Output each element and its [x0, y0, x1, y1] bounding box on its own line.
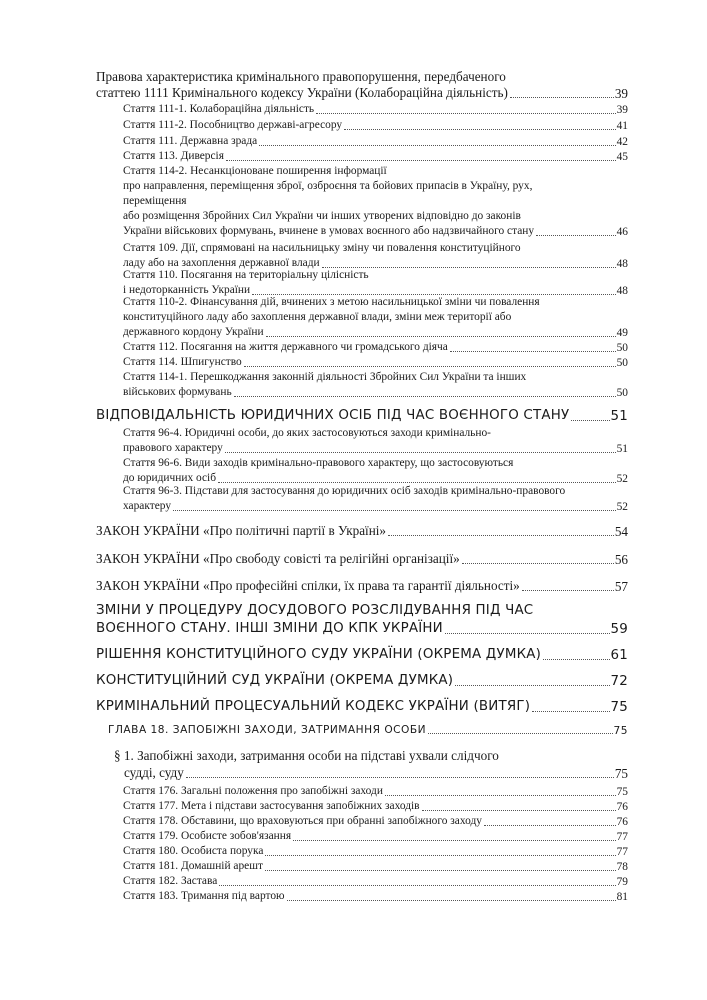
- toc-page-number: 50: [616, 387, 628, 399]
- toc-entry-title-line: Стаття 109. Дії, спрямовані на насильницьку зміну чи повалення конституційного: [123, 242, 521, 254]
- toc-entry-title-line: ладу або на захоплення державної влади: [123, 257, 320, 269]
- toc-entry-title-line: § 1. Запобіжні заходи, затримання особи на підставі ухвали слідчого: [114, 748, 499, 763]
- toc-entry-title-line: РІШЕННЯ КОНСТИТУЦІЙНОГО СУДУ УКРАЇНИ (ОКРЕМА ДУМКА): [96, 647, 542, 662]
- toc-dot-leader: [428, 733, 613, 734]
- toc-page-number: 72: [610, 674, 628, 689]
- toc-page-number: 52: [616, 501, 628, 513]
- toc-entry-title-line: Стаття 178. Обставини, що враховуються при обранні запобіжного заходу: [123, 815, 482, 827]
- toc-entry-title-line: Стаття 111. Державна зрада: [123, 135, 258, 147]
- toc-entry-title-line: ВОЄННОГО СТАНУ. ІНШІ ЗМІНИ ДО КПК УКРАЇНИ: [96, 621, 443, 636]
- toc-page-number: 75: [614, 766, 628, 781]
- toc-dot-leader: [344, 129, 616, 130]
- toc-entry-title-line: ЗАКОН УКРАЇНИ «Про свободу совісті та релігійні організації»: [96, 551, 460, 566]
- toc-dot-leader: [244, 366, 616, 367]
- toc-page-number: 51: [616, 443, 628, 455]
- toc-dot-leader: [252, 294, 616, 295]
- toc-dot-leader: [265, 855, 616, 856]
- toc-dot-leader: [543, 659, 610, 660]
- toc-entry-title-line: і недоторканність України: [123, 284, 251, 296]
- toc-entry-title-line: Стаття 111-2. Пособництво державі-агресору: [123, 119, 343, 131]
- toc-page-number: 50: [616, 342, 628, 354]
- toc-page-number: 51: [610, 409, 628, 424]
- toc-entry-title-line: до юридичних осіб: [123, 472, 216, 484]
- toc-page-number: 39: [614, 86, 628, 101]
- toc-entry-title-line: правового характеру: [123, 442, 223, 454]
- toc-dot-leader: [510, 97, 614, 98]
- toc-entry-title-line: Стаття 114. Шпигунство: [123, 356, 242, 368]
- toc-entry-title-line: Стаття 180. Особиста порука: [123, 845, 264, 857]
- toc-dot-leader: [186, 777, 614, 778]
- toc-entry-title-line: державного кордону України: [123, 326, 264, 338]
- toc-entry-title-line: ЗАКОН УКРАЇНИ «Про політичні партії в Україні»: [96, 523, 387, 538]
- toc-entry-title-line: Стаття 113. Диверсія: [123, 150, 224, 162]
- toc-page-number: 48: [616, 285, 628, 297]
- toc-entry-title-line: КРИМІНАЛЬНИЙ ПРОЦЕСУАЛЬНИЙ КОДЕКС УКРАЇНИ (ВИТЯГ): [96, 699, 531, 714]
- toc-dot-leader: [293, 840, 616, 841]
- toc-page-number: 41: [616, 120, 628, 132]
- toc-entry-title-line: Стаття 110. Посягання на територіальну цілісність: [123, 269, 369, 281]
- toc-page-number: 46: [616, 226, 628, 238]
- toc-entry-title-line: судді, суду: [124, 765, 184, 780]
- toc-dot-leader: [322, 267, 616, 268]
- toc-entry-title-line: Стаття 176. Загальні положення про запобіжні заходи: [123, 785, 383, 797]
- toc-dot-leader: [316, 113, 616, 114]
- toc-page-number: 81: [616, 891, 628, 903]
- toc-dot-leader: [445, 633, 610, 634]
- toc-page-number: 76: [616, 801, 628, 813]
- toc-dot-leader: [388, 535, 614, 536]
- toc-page-number: 78: [616, 861, 628, 873]
- toc-entry-title-line: військових формувань: [123, 386, 232, 398]
- toc-page-number: 39: [616, 104, 628, 116]
- toc-entry-title-line: ЗАКОН УКРАЇНИ «Про професійні спілки, їх права та гарантії діяльності»: [96, 578, 520, 593]
- toc-entry-title-line: Стаття 96-6. Види заходів кримінально-правового характеру, що застосовуються: [123, 457, 514, 469]
- toc-entry-title-line: статтею 1111 Кримінального кодексу України (Колабораційна діяльність): [96, 85, 508, 100]
- toc-entry-title-line: Стаття 179. Особисте зобов'язання: [123, 830, 292, 842]
- toc-dot-leader: [259, 145, 616, 146]
- toc-dot-leader: [218, 482, 616, 483]
- toc-page-number: 45: [616, 151, 628, 163]
- toc-entry-title-line: Стаття 110-2. Фінансування дій, вчинених з метою насильницької зміни чи повалення: [123, 296, 540, 308]
- toc-page-number: 75: [610, 700, 628, 715]
- toc-dot-leader: [225, 452, 616, 453]
- toc-dot-leader: [265, 870, 616, 871]
- toc-entry-title-line: ВІДПОВІДАЛЬНІСТЬ ЮРИДИЧНИХ ОСІБ ПІД ЧАС ВОЄННОГО СТАНУ: [96, 408, 570, 423]
- toc-dot-leader: [522, 590, 614, 591]
- toc-dot-leader: [266, 336, 616, 337]
- toc-dot-leader: [422, 810, 616, 811]
- toc-page-number: 56: [614, 552, 628, 567]
- toc-dot-leader: [455, 685, 610, 686]
- toc-dot-leader: [226, 160, 616, 161]
- toc-page-number: 75: [613, 725, 628, 737]
- toc-page-number: 79: [616, 876, 628, 888]
- toc-page-number: 61: [610, 648, 628, 663]
- toc-dot-leader: [462, 563, 614, 564]
- toc-dot-leader: [450, 351, 616, 352]
- toc-page-number: 54: [614, 524, 628, 539]
- toc-entry-title-line: характеру: [123, 500, 172, 512]
- toc-page-number: 42: [616, 136, 628, 148]
- toc-entry-title-line: Стаття 112. Посягання на життя державного чи громадського діяча: [123, 341, 448, 353]
- toc-page-number: 75: [616, 786, 628, 798]
- toc-entry-title-line: переміщення: [123, 195, 187, 207]
- toc-entry-title-line: ГЛАВА 18. ЗАПОБІЖНІ ЗАХОДИ, ЗАТРИМАННЯ ОСОБИ: [108, 724, 427, 736]
- toc-entry-title-line: про направлення, переміщення зброї, озброєння та бойових припасів в Україну, рух,: [123, 180, 533, 192]
- toc-entry-title-line: Стаття 177. Мета і підстави застосування запобіжних заходів: [123, 800, 420, 812]
- toc-entry-title-line: Стаття 111-1. Колабораційна діяльність: [123, 103, 315, 115]
- toc-page-number: 57: [614, 579, 628, 594]
- toc-page-number: 77: [616, 831, 628, 843]
- toc-page-number: 59: [610, 622, 628, 637]
- toc-entry-title-line: Стаття 181. Домашній арешт: [123, 860, 263, 872]
- toc-entry-title-line: або розміщення Збройних Сил України чи інших утворених відповідно до законів: [123, 210, 521, 222]
- toc-entry-title-line: України військових формувань, вчинене в умовах воєнного або надзвичайного стану: [123, 225, 535, 237]
- toc-dot-leader: [219, 885, 616, 886]
- toc-page-number: 76: [616, 816, 628, 828]
- toc-entry-title-line: КОНСТИТУЦІЙНИЙ СУД УКРАЇНИ (ОКРЕМА ДУМКА): [96, 673, 454, 688]
- toc-dot-leader: [484, 825, 616, 826]
- toc-entry-title-line: Стаття 96-4. Юридичні особи, до яких застосовуються заходи кримінально-: [123, 427, 491, 439]
- toc-entry-title-line: Стаття 96-3. Підстави для застосування до юридичних осіб заходів кримінально-правового: [123, 485, 566, 497]
- toc-dot-leader: [287, 900, 616, 901]
- toc-entry-title-line: Стаття 182. Застава: [123, 875, 218, 887]
- toc-dot-leader: [532, 711, 610, 712]
- toc-page-number: 48: [616, 258, 628, 270]
- toc-entry-title-line: Стаття 183. Тримання під вартою: [123, 890, 285, 902]
- toc-page-number: 50: [616, 357, 628, 369]
- toc-entry-title-line: Стаття 114-1. Перешкоджання законній діяльності Збройних Сил України та інших: [123, 371, 527, 383]
- toc-dot-leader: [536, 235, 616, 236]
- toc-entry-title-line: ЗМІНИ У ПРОЦЕДУРУ ДОСУДОВОГО РОЗСЛІДУВАННЯ ПІД ЧАС: [96, 603, 534, 618]
- toc-entry-title-line: Стаття 114-2. Несанкціоноване поширення інформації: [123, 165, 387, 177]
- toc-entry-title-line: Правова характеристика кримінального правопорушення, передбаченого: [96, 69, 506, 84]
- toc-dot-leader: [234, 396, 616, 397]
- toc-page-number: 52: [616, 473, 628, 485]
- toc-page-number: 49: [616, 327, 628, 339]
- toc-entry-title-line: конституційного ладу або захоплення державної влади, зміни меж території або: [123, 311, 512, 323]
- toc-dot-leader: [385, 795, 616, 796]
- toc-page-number: 77: [616, 846, 628, 858]
- toc-dot-leader: [571, 420, 610, 421]
- toc-dot-leader: [173, 510, 616, 511]
